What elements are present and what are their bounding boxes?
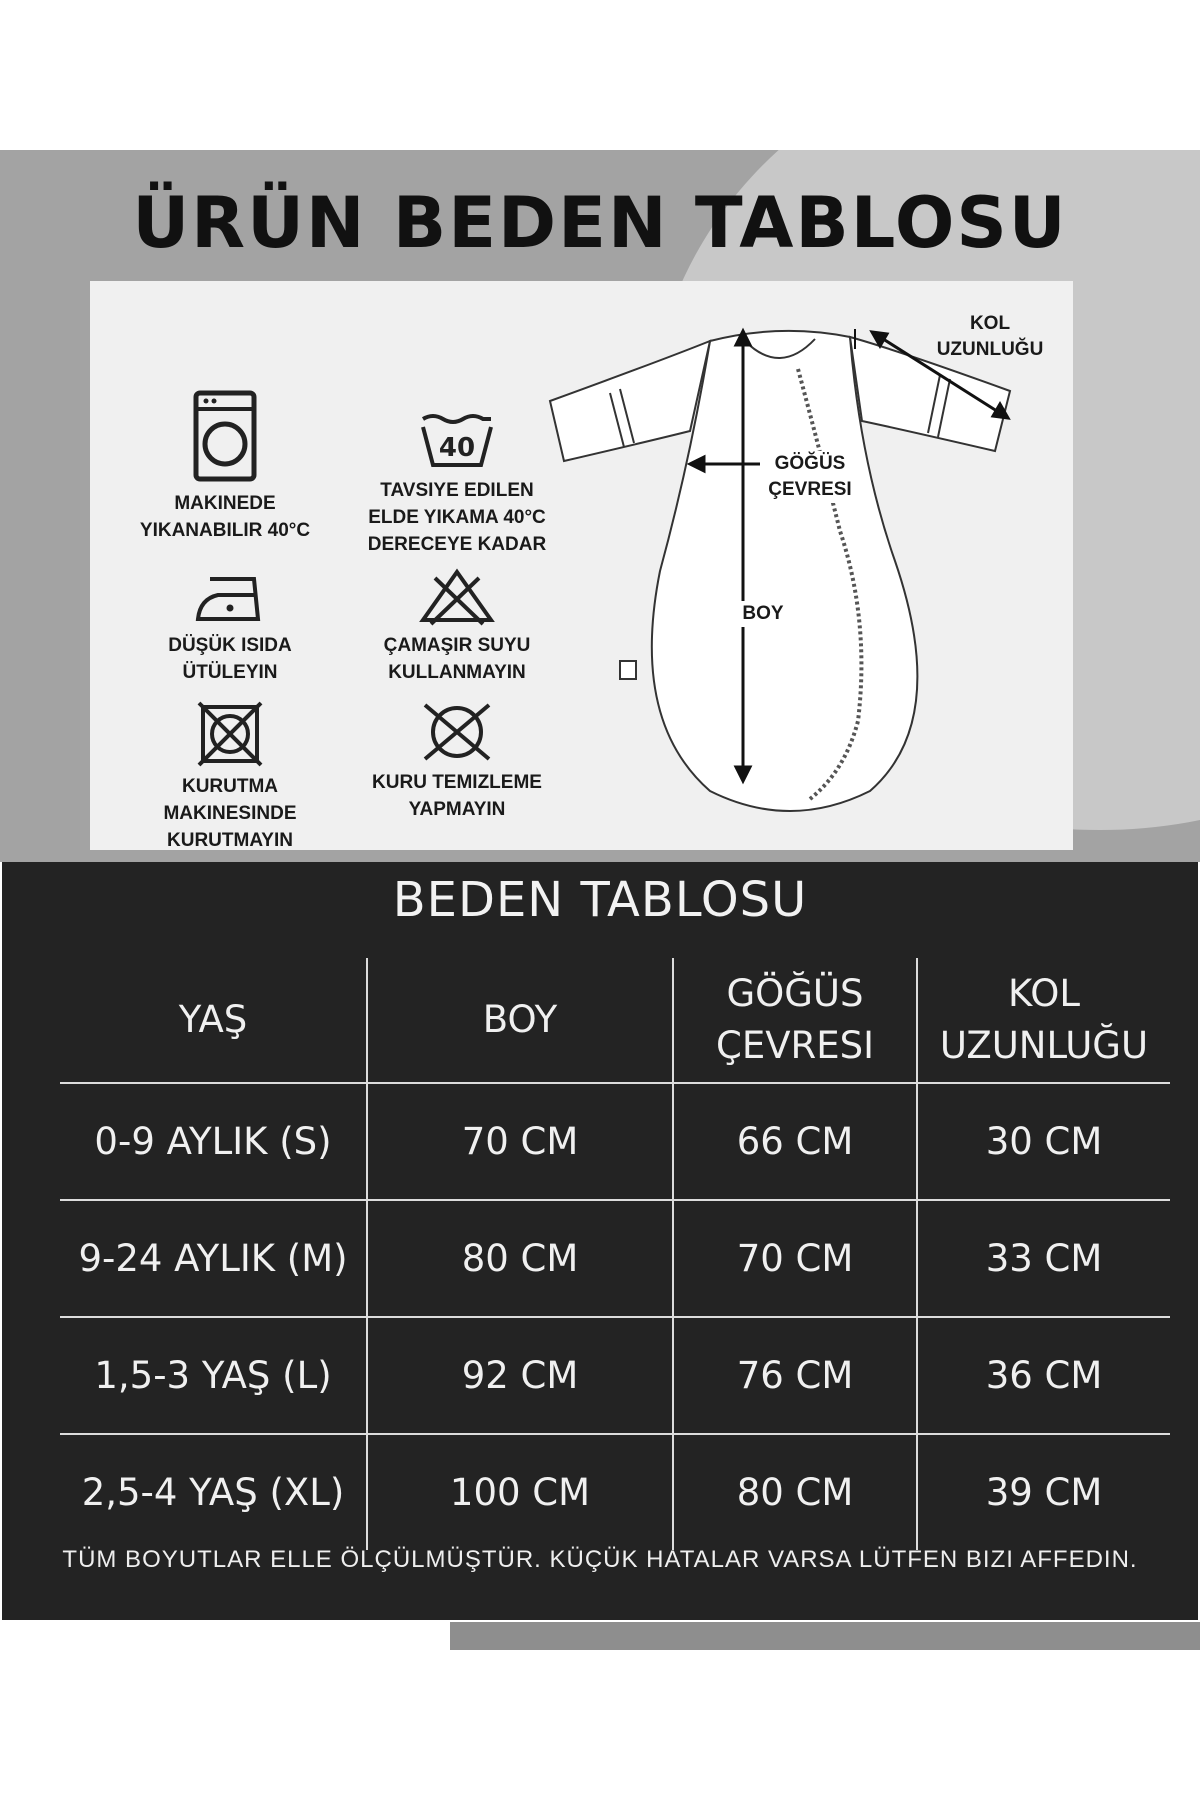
care-label: MAKINEDE YIKANABILIR 40°C — [139, 493, 311, 541]
column-header-kol: KOL UZUNLUĞU — [917, 958, 1170, 1083]
cell-kol: 33 CM — [917, 1200, 1170, 1317]
boy-label: BOY — [733, 601, 793, 627]
size-table — [60, 958, 1170, 1550]
page-title: ÜRÜN BEDEN TABLOSU — [132, 182, 1068, 264]
care-label: KURUTMA MAKINESINDE KURUTMAYIN — [163, 776, 297, 851]
care-label: DÜŞÜK ISIDA ÜTÜLEYIN — [168, 635, 292, 683]
cell-yas: 9-24 AYLIK (M) — [60, 1200, 367, 1317]
table-row — [60, 1200, 1170, 1317]
table-row — [60, 1434, 1170, 1550]
cell-boy: 70 CM — [367, 1083, 673, 1200]
gogus-cevresi-label: GÖĞÜS ÇEVRESI — [760, 451, 860, 503]
cell-gogus: 70 CM — [673, 1200, 917, 1317]
no-tumble-dry-icon — [195, 701, 265, 767]
cell-kol: 36 CM — [917, 1317, 1170, 1434]
washing-machine-icon — [190, 389, 260, 484]
cell-gogus: 80 CM — [673, 1434, 917, 1550]
size-table-section — [2, 862, 1198, 1620]
kol-uzunlugu-label: KOL UZUNLUĞU — [936, 313, 1044, 360]
hand-wash-40-icon — [417, 411, 497, 471]
table-row — [60, 1317, 1170, 1434]
care-item-no-tumble-dry — [130, 701, 330, 854]
cell-boy: 92 CM — [367, 1317, 673, 1434]
cell-yas: 1,5-3 YAŞ (L) — [60, 1317, 367, 1434]
cell-gogus: 76 CM — [673, 1317, 917, 1434]
care-label: ÇAMAŞIR SUYU KULLANMAYIN — [383, 635, 531, 683]
cell-yas: 2,5-4 YAŞ (XL) — [81, 1471, 345, 1514]
footnote: TÜM BOYUTLAR ELLE ÖLÇÜLMÜŞTÜR. KÜÇÜK HATALAR VARSA LÜTFEN BIZI AFFEDIN. — [62, 1546, 1138, 1573]
care-item-no-dry-clean — [342, 701, 572, 823]
care-item-iron — [135, 571, 325, 686]
svg-text:40: 40 — [438, 433, 476, 463]
care-item-machine-wash — [120, 389, 330, 544]
cell-kol: 30 CM — [917, 1083, 1170, 1200]
cell-yas: 0-9 AYLIK (S) — [60, 1083, 367, 1200]
decorative-bottom-bar — [450, 1622, 1200, 1650]
care-label: TAVSIYE EDILEN ELDE YIKAMA 40°C DERECEYE KADAR — [367, 480, 547, 555]
sleeping-bag-illustration — [540, 301, 1060, 841]
cell-boy: 100 CM — [367, 1434, 673, 1550]
size-table-title: BEDEN TABLOSU — [392, 872, 808, 928]
iron-low-heat-icon — [190, 571, 270, 626]
sleeping-bag-diagram — [540, 301, 1060, 841]
care-item-no-bleach — [347, 566, 567, 686]
care-label: KURU TEMIZLEME YAPMAYIN — [372, 772, 542, 820]
no-dry-clean-icon — [417, 701, 497, 763]
no-bleach-icon — [417, 566, 497, 626]
column-header-yas: YAŞ — [60, 958, 367, 1083]
cell-gogus: 66 CM — [673, 1083, 917, 1200]
table-header-row — [60, 958, 1170, 1083]
table-row — [60, 1083, 1170, 1200]
column-header-gogus: GÖĞÜS ÇEVRESI — [673, 958, 917, 1083]
info-panel — [90, 281, 1073, 850]
cell-boy: 80 CM — [367, 1200, 673, 1317]
column-header-boy: BOY — [367, 958, 673, 1083]
cell-kol: 39 CM — [917, 1434, 1170, 1550]
